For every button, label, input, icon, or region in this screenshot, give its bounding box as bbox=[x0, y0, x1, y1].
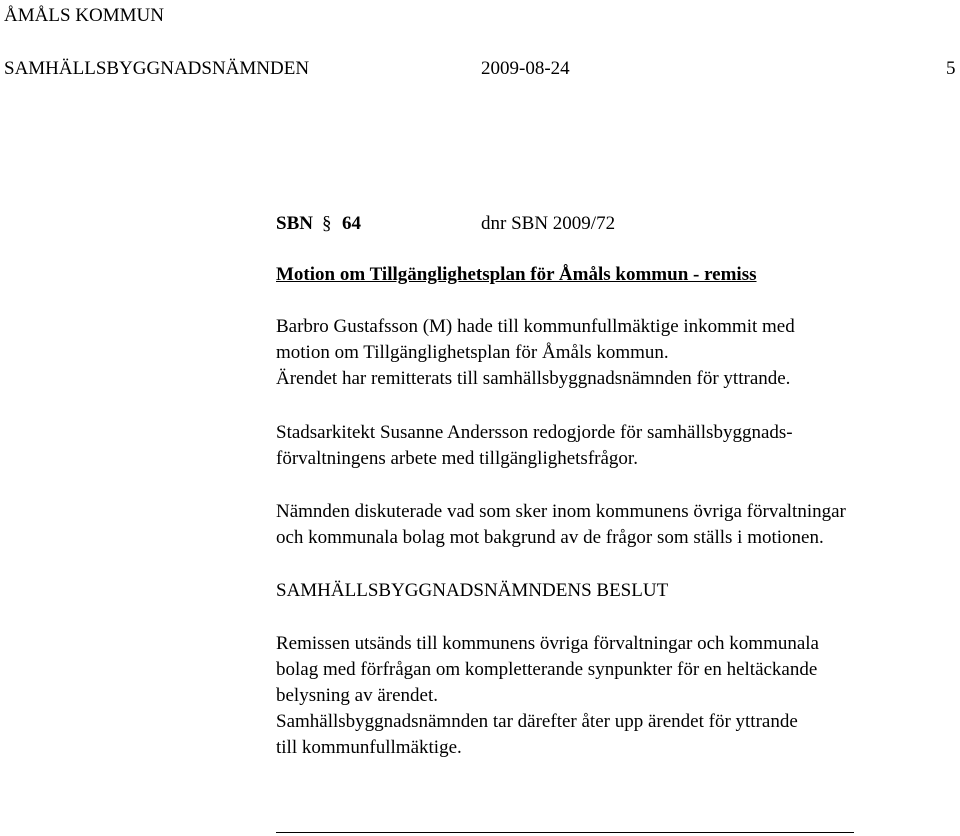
decision-line-5: till kommunfullmäktige. bbox=[276, 737, 462, 758]
committee-name: SAMHÄLLSBYGGNADSNÄMNDEN bbox=[4, 58, 310, 79]
section-number: 64 bbox=[342, 213, 361, 234]
decision-line-1: Remissen utsänds till kommunens övriga förvaltningar och kommunala bbox=[276, 633, 819, 654]
section-symbol: § bbox=[322, 213, 332, 234]
paragraph-1-line-2: motion om Tillgänglighetsplan för Åmåls kommun. bbox=[276, 342, 669, 363]
organization-name: ÅMÅLS KOMMUN bbox=[4, 5, 164, 26]
decision-line-4: Samhällsbyggnadsnämnden tar därefter åter upp ärendet för yttrande bbox=[276, 711, 798, 732]
decision-heading: SAMHÄLLSBYGGNADSNÄMNDENS BESLUT bbox=[276, 580, 669, 601]
paragraph-2-line-1: Stadsarkitekt Susanne Andersson redogjorde för samhällsbyggnads- bbox=[276, 422, 793, 443]
case-number: dnr SBN 2009/72 bbox=[481, 213, 616, 234]
paragraph-3-line-1: Nämnden diskuterade vad som sker inom kommunens övriga förvaltningar bbox=[276, 501, 846, 522]
paragraph-1-line-3: Ärendet har remitterats till samhällsbyggnadsnämnden för yttrande. bbox=[276, 368, 791, 389]
decision-line-2: bolag med förfrågan om kompletterande synpunkter för en heltäckande bbox=[276, 659, 818, 680]
paragraph-3-line-2: och kommunala bolag mot bakgrund av de frågor som ställs i motionen. bbox=[276, 527, 824, 548]
decision-line-3: belysning av ärendet. bbox=[276, 685, 438, 706]
signature-line bbox=[276, 832, 854, 833]
paragraph-1-line-1: Barbro Gustafsson (M) hade till kommunfullmäktige inkommit med bbox=[276, 316, 795, 337]
meeting-date: 2009-08-24 bbox=[481, 58, 570, 79]
page-number: 5 bbox=[946, 58, 956, 79]
sbn-label: SBN bbox=[276, 213, 313, 234]
matter-title: Motion om Tillgänglighetsplan för Åmåls kommun - remiss bbox=[276, 264, 757, 285]
paragraph-2-line-2: förvaltningens arbete med tillgänglighetsfrågor. bbox=[276, 448, 638, 469]
